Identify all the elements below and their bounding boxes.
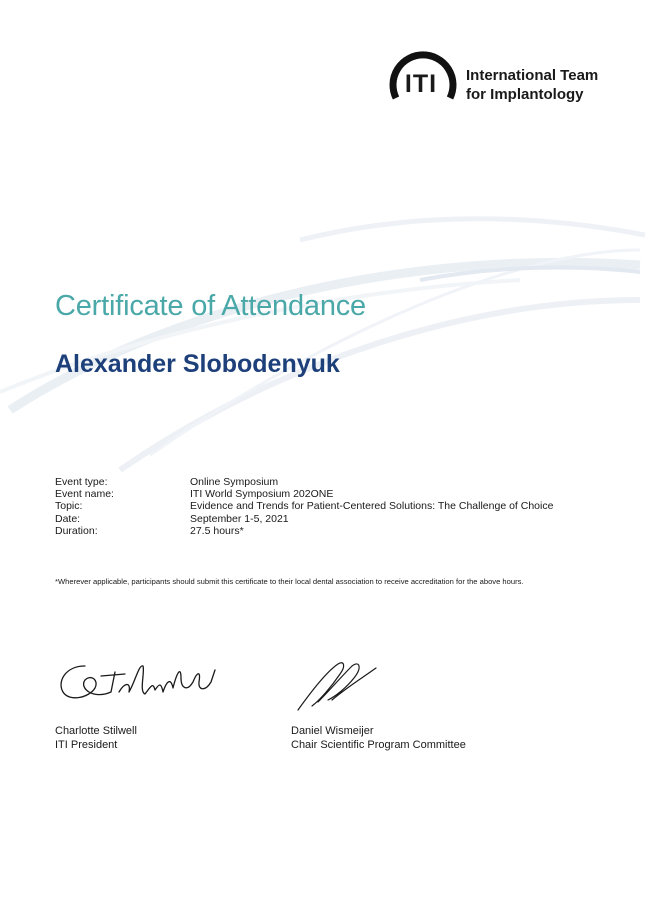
logo-wordmark [466, 66, 598, 104]
signatory-name: Charlotte Stilwell [55, 725, 137, 737]
logo-letters: ITI [404, 70, 438, 98]
detail-label: Date: [55, 512, 81, 525]
recipient-name: Alexander Slobodenyuk [55, 350, 340, 378]
detail-label: Event name: [55, 488, 114, 501]
detail-row-date [55, 513, 553, 525]
detail-label: Duration: [55, 524, 98, 537]
certificate-title: Certificate of Attendance [55, 290, 366, 322]
detail-row-event-type [55, 476, 553, 488]
event-details [55, 476, 553, 537]
signatory-name: Daniel Wismeijer [291, 725, 374, 737]
signature-stilwell-image [55, 652, 225, 708]
detail-value: 27.5 hours* [190, 524, 244, 537]
iti-logo [388, 48, 618, 118]
detail-value: September 1-5, 2021 [190, 512, 289, 525]
signatory-role: Chair Scientific Program Committee [291, 739, 466, 751]
detail-row-topic [55, 500, 553, 512]
detail-label: Topic: [55, 500, 83, 513]
logo-line-2: for Implantology [466, 86, 584, 103]
detail-value: Evidence and Trends for Patient-Centered Solutions: The Challenge of Choice [190, 500, 554, 513]
signature-wismeijer-image [292, 656, 382, 716]
signatory-chair [291, 724, 466, 752]
detail-label: Event type: [55, 476, 108, 488]
accreditation-footnote: *Wherever applicable, participants should submit this certificate to their local dental association to receive accreditation for the above hours. [55, 577, 524, 586]
detail-value: Online Symposium [190, 476, 279, 488]
logo-line-1: International Team [466, 67, 599, 84]
signatory-role: ITI President [55, 739, 118, 751]
detail-row-duration [55, 525, 553, 537]
signatory-president [55, 724, 137, 752]
detail-row-event-name [55, 488, 553, 500]
detail-value: ITI World Symposium 202ONE [190, 488, 334, 501]
